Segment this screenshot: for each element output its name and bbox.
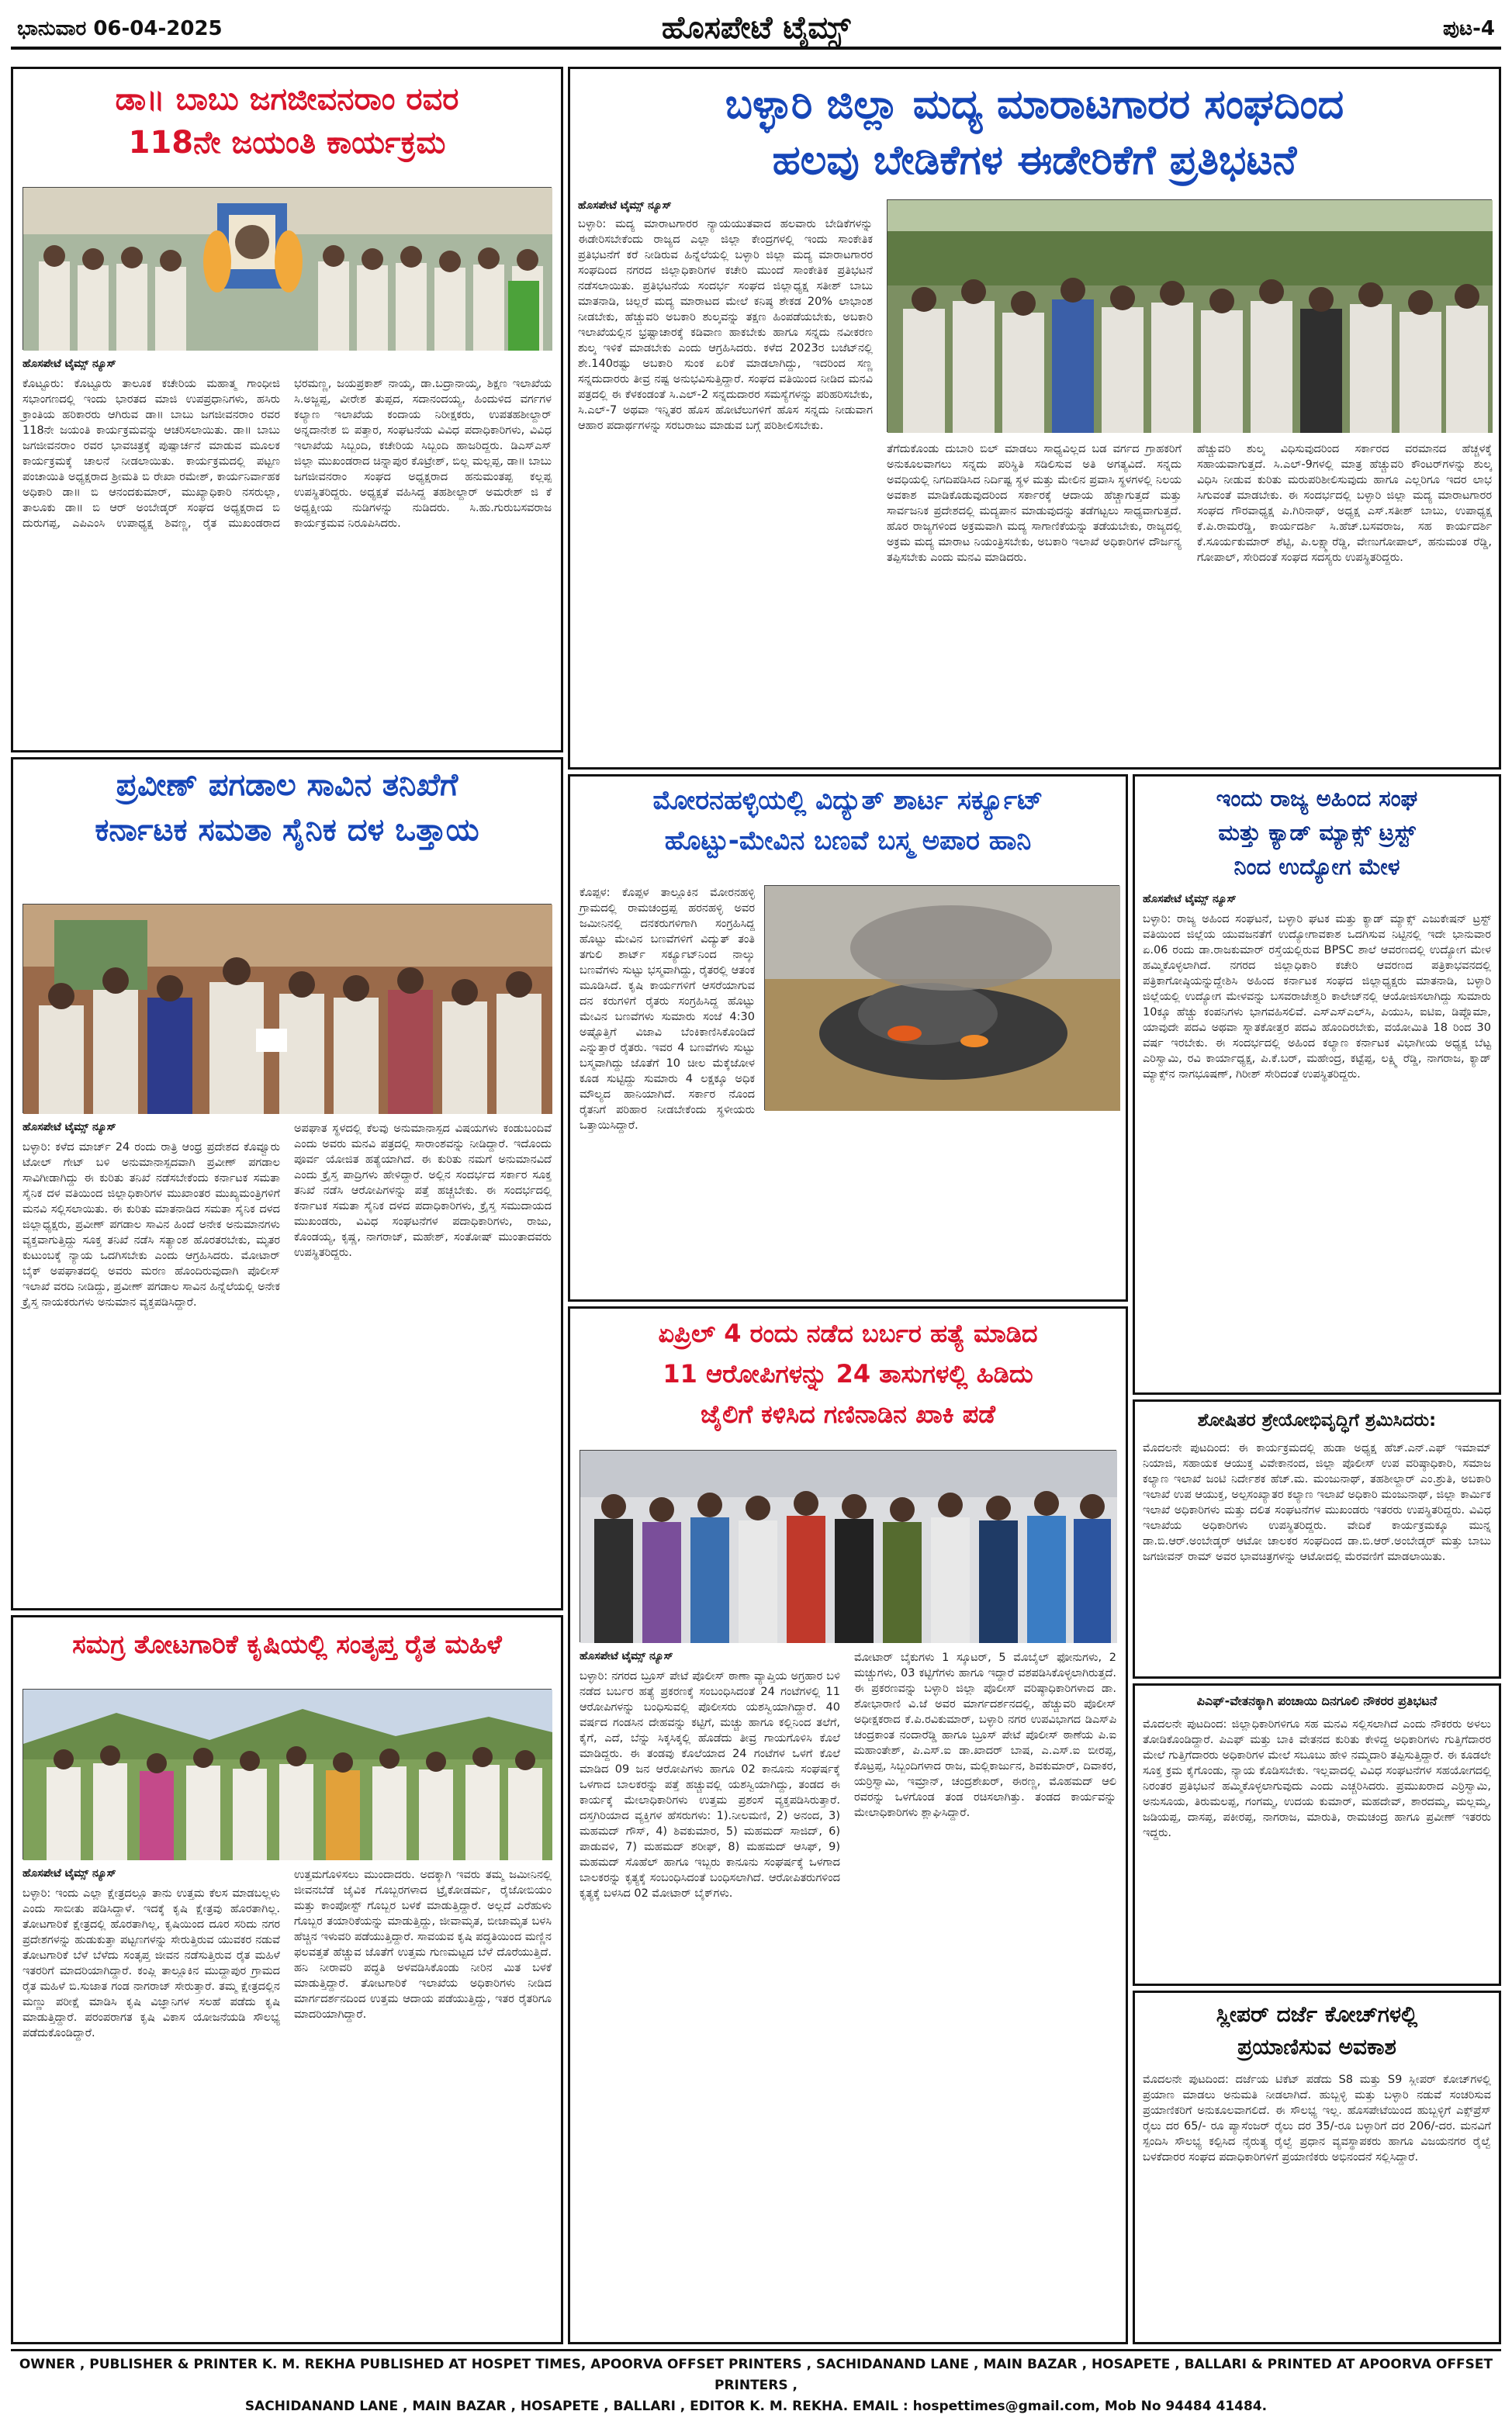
article-thotagarike [11, 1615, 563, 2344]
newspaper-title: ಹೊಸಪೇಟೆ ಟೈಮ್ಸ್ [661, 9, 851, 46]
imprint-line-2: SACHIDANAND LANE , MAIN BAZAR , HOSAPETE , BALLARI , EDITOR K. M. REKHA. EMAIL : hospettimes@gmail.com, Mob No 94484 41484. [244, 2399, 1268, 2415]
byline-hatya: ಹೊಸಪೇಟೆ ಟೈಮ್ಸ್ ನ್ಯೂಸ್ [580, 1650, 673, 1662]
body-bellary-col3: ಹೆಚ್ಚುವರಿ ಶುಲ್ಕ ವಿಧಿಸುವುದರಿಂದ ಸರ್ಕಾರದ ವರಮಾನದ ಹೆಚ್ಚಳಕ್ಕೆ ಸಹಾಯವಾಗುತ್ತದೆ. ಸಿ.ಎಲ್-9ಗಳಲ್ಲಿ ಮಾತ್ರ ಹೆಚ್ಚುವರಿ ಕೌಂಟರ್‌ಗಳನ್ನು ಶುಲ್ಕ ವಿಧಿಸಿ ನೀಡುವ ಕುರಿತು ಮರುಪರಿಶೀಲಿಸುವುದು ಹಾಗೂ ಎಲ್ಲರಿಗೂ ಇದರ ಲಾಭ ಸಿಗುವಂತೆ ಮಾಡಬೇಕು. ಈ ಸಂದರ್ಭದಲ್ಲಿ ಬಳ್ಳಾರಿ ಜಿಲ್ಲಾ ಮದ್ಯ ಮಾರಾಟಗಾರರ ಸಂಘದ ಗೌರವಾಧ್ಯಕ್ಷ ಪಿ.ಗಿರಿನಾಥ್, ಅಧ್ಯಕ್ಷ ಎಸ್.ಸತೀಶ್ ಬಾಬು, ಉಪಾಧ್ಯಕ್ಷ ಕೆ.ಪಿ.ರಾಮರೆಡ್ಡಿ, ಕಾರ್ಯದರ್ಶಿ ಸಿ.ಹೆಚ್.ಬಸವರಾಜ, ಸಹ ಕಾರ್ಯದರ್ಶಿ ಕೆ.ಸೂರ್ಯಕುಮಾರ್ ಶೆಟ್ಟಿ, ಪಿ.ಲಕ್ಷ್ಮಾರೆಡ್ಡಿ, ವೇಣುಗೋಪಾಲ್, ಹನುಮಂತ ರೆಡ್ಡಿ, ಗೋಪಾಲ್, ಸೇರಿದಂತೆ ಸಂಘದ ಸದಸ್ಯರು ಉಪಸ್ಥಿತರಿದ್ದರು. [1197, 443, 1492, 564]
body-hatya-col1: ಬಳ್ಳಾರಿ: ನಗರದ ಬ್ರೂಸ್ ಪೇಟೆ ಪೊಲೀಸ್ ಠಾಣಾ ವ್ಯಾಪ್ತಿಯ ಅಗ್ರಹಾರ ಬಳಿ ನಡೆದ ಬರ್ಬರ ಹತ್ಯೆ ಪ್ರಕರಣಕ್ಕೆ ಸಂಬಂಧಿಸಿದಂತೆ 24 ಗಂಟೆಗಳಲ್ಲಿ 11 ಆರೋಪಿಗಳನ್ನು ಬಂಧಿಸುವಲ್ಲಿ ಪೊಲೀಸರು ಯಶಸ್ವಿಯಾಗಿದ್ದಾರೆ. 40 ವರ್ಷದ ಗಂಡಸಿನ ದೇಹವನ್ನು ಕಟ್ಟಿಗೆ, ಮಚ್ಚು ಹಾಗೂ ಕಲ್ಲಿನಿಂದ ತಲೆಗೆ, ಕೈಗೆ, ಎದೆ, ಬೆನ್ನು ಸಿಕ್ಕಸಿಕ್ಕಲ್ಲಿ ಹೊಡೆದು ತೀವ್ರ ಗಾಯಗೊಳಿಸಿ ಕೊಲೆ ಮಾಡಿದ್ದರು. ಈ ತಂಡವು ಕೊಲೆಯಾದ 24 ಗಂಟೆಗಳ ಒಳಗೆ ಕೊಲೆ ಮಾಡಿದ 09 ಜನ ಆರೋಪಿಗಳು ಹಾಗೂ 02 ಕಾನೂನು ಸಂಘರ್ಷಕ್ಕೆ ಒಳಗಾದ ಬಾಲಕರನ್ನು ಪತ್ತೆ ಹಚ್ಚುವಲ್ಲಿ ಯಶಸ್ವಿಯಾಗಿದ್ದು, ತಂಡದ ಈ ಕಾರ್ಯಕ್ಕೆ ಮೇಲಾಧಿಕಾರಿಗಳು ಉತ್ತಮ ಪ್ರಶಂಸೆ ವ್ಯಕ್ತಪಡಿಸಿರುತ್ತಾರೆ. ದಸ್ತಗಿರಿಯಾದ ವ್ಯಕ್ತಿಗಳ ಹೆಸರುಗಳು: 1).ನೀಲಮಣಿ, 2) ಅನಂದ, 3) ಮಹಮದ್ ಗೌಸ್, 4) ಶಿವಕುಮಾರ, 5) ಮಹಮದ್ ಸಾಜಿದ್, 6) ಪಾಡುವಳಿ, 7) ಮಹಮದ್ ಶರೀಫ್, 8) ಮಹಮದ್ ಆಸಿಫ್, 9) ಮಹಮದ್ ಸೊಹೆಲ್ ಹಾಗೂ ಇಬ್ಬರು ಕಾನೂನು ಸಂಘರ್ಷಕ್ಕೆ ಒಳಗಾದ ಬಾಲಕರನ್ನು ಕೃತ್ಯಕ್ಕೆ ಸಂಬಂಧಿಸಿದಂತೆ ಬಂಧಿಸಲಾಗಿದೆ. ಆರೋಪಿತರುಗಳಿಂದ ಕೃತ್ಯಕ್ಕೆ ಬಳಸಿದ 02 ಮೋಟಾರ್ ಬೈಕ್‌ಗಳು. [580, 1670, 840, 1900]
body-sleeper: ಮೊದಲನೇ ಪುಟದಿಂದ: ದರ್ಜೆಯ ಟಿಕೆಟ್ ಪಡೆದು S8 ಮತ್ತು S9 ಸ್ಲೀಪರ್ ಕೋಚ್‌ಗಳಲ್ಲಿ ಪ್ರಯಾಣ ಮಾಡಲು ಅನುಮತಿ ನೀಡಲಾಗಿದೆ. ಹುಬ್ಬಳ್ಳಿ ಮತ್ತು ಬಳ್ಳಾರಿ ನಡುವೆ ಸಂಚರಿಸುವ ಪ್ರಯಾಣಿಕರಿಗೆ ಅನುಕೂಲವಾಗಲಿದೆ. ಈ ಸೌಲಭ್ಯ ಇಲ್ಲ. ಹೊಸಪೇಟೆಯಿಂದ ಹುಬ್ಬಳ್ಳಿಗೆ ಎಕ್ಸ್‌ಪ್ರೆಸ್ ರೈಲು ದರ 65/- ರೂ ಪ್ಯಾಸೆಂಜರ್ ರೈಲು ದರ 35/-ರೂ ಬಳ್ಳಾರಿಗೆ ದರ 206/-ದರ. ಮನವಿಗೆ ಸ್ಪಂದಿಸಿ ಸೌಲಭ್ಯ ಕಲ್ಪಿಸಿದ ನೈರುತ್ಯ ರೈಲ್ವೆ ಪ್ರಧಾನ ವ್ಯವಸ್ಥಾಪಕರು ಹಾಗೂ ವಿಜಯನಗರ ರೈಲ್ವೆ ಬಳಕೆದಾರರ ಸಂಘದ ಪದಾಧಿಕಾರಿಗಳಿಗೆ ಪ್ರಯಾಣಿಕರು ಅಭಿನಂದನೆ ಸಲ್ಲಿಸಿದ್ದಾರೆ. [1143, 2074, 1491, 2164]
headline-hatya-line1: ಏಪ್ರಿಲ್ 4 ರಂದು ನಡೆದ ಬರ್ಬರ ಹತ್ಯೆ ಮಾಡಿದ [658, 1319, 1038, 1348]
body-bellary-col1: ಬಳ್ಳಾರಿ: ಮದ್ಯ ಮಾರಾಟಗಾರರ ನ್ಯಾಯಯುತವಾದ ಹಲವಾರು ಬೇಡಿಕೆಗಳನ್ನು ಈಡೇರಿಸಬೇಕೆಂದು ರಾಜ್ಯದ ಎಲ್ಲಾ ಜಿಲ್ಲಾ ಕೇಂದ್ರಗಳಲ್ಲಿ ಇಂದು ಸಾಂಕೇತಿಕ ಪ್ರತಿಭಟನೆಗೆ ಕರೆ ನೀಡಿರುವ ಹಿನ್ನೆಲೆಯಲ್ಲಿ ಬಳ್ಳಾರಿ ಜಿಲ್ಲಾ ಮದ್ಯ ಮಾರಾಟಗಾರರ ಸಂಘದಿಂದ ನಗರದ ಜಿಲ್ಲಾಧಿಕಾರಿಗಳ ಕಚೇರಿ ಮುಂದೆ ಸಾಂಕೇತಿಕ ಪ್ರತಿಭಟನೆ ನಡೆಸಲಾಯಿತು. ಪ್ರತಿಭಟನೆಯ ಸಂದರ್ಭ ಸಂಘದ ಜಿಲ್ಲಾಧ್ಯಕ್ಷ ಸತೀಶ್ ಬಾಬು ಮಾತನಾಡಿ, ಚಿಲ್ಲರೆ ಮದ್ಯ ಮಾರಾಟದ ಮೇಲೆ ಕನಿಷ್ಠ ಶೇಕಡ 20% ಲಾಭಾಂಶ ನೀಡಬೇಕು, ಹೆಚ್ಚುವರಿ ಅಬಕಾರಿ ಶುಲ್ಕವನ್ನು ತಕ್ಷಣ ಹಿಂಪಡೆಯಬೇಕು, ಅಬಕಾರಿ ಇಲಾಖೆಯಲ್ಲಿನ ಭ್ರಷ್ಟಾಚಾರಕ್ಕೆ ಕಡಿವಾಣ ಹಾಕಬೇಕು ಹಾಗೂ ಸನ್ನದು ನವೀಕರಣ ಶುಲ್ಕ ಇಳಿಕೆ ಮಾಡಬೇಕು ಎಂದು ಆಗ್ರಹಿಸಿದರು. ಕಳೆದ 2023ರ ಬಜೆಟ್‌ನಲ್ಲಿ ಶೇ.140ರಷ್ಟು ಅಬಕಾರಿ ಸುಂಕ ಏರಿಕೆ ಮಾಡಲಾಗಿದ್ದು, ಇದರಿಂದ ಸಣ್ಣ ಸನ್ನದುದಾರರು ತೀವ್ರ ನಷ್ಟ ಅನುಭವಿಸುತ್ತಿದ್ದಾರೆ. ಸಂಘದ ವತಿಯಿಂದ ನೀಡಿದ ಮನವಿ ಪತ್ರದಲ್ಲಿ ಈ ಕೆಳಕಂಡಂತೆ ಸಿ.ಎಲ್-2 ಸನ್ನದುದಾರರ ಸಮಸ್ಯೆಗಳನ್ನು ಪರಿಹರಿಸಬೇಕು, ಸಿ.ಎಲ್-7 ಅಥವಾ ಇನ್ನಿತರ ಹೊಸ ಹೋಟೆಲುಗಳಿಗೆ ಹೊಸ ಸನ್ನದು ನೀಡುವಾಗ ಆಹಾರ ಪದಾರ್ಥಗಳನ್ನು ಸರಬರಾಜು ಮಾಡುವ ಬಗ್ಗೆ ಪರಿಶೀಲಿಸಬೇಕು. [578, 218, 873, 432]
byline-udyoga: ಹೊಸಪೇಟೆ ಟೈಮ್ಸ್ ನ್ಯೂಸ್ [1143, 893, 1237, 905]
headline-jayanthi-line1: ಡಾ॥ ಬಾಬು ಜಗಜೀವನರಾಂ ರವರ [115, 81, 459, 117]
photo-illustration [765, 886, 1120, 1111]
article-udyoga [1133, 774, 1501, 1395]
article-shoshitara [1133, 1399, 1501, 1679]
article-praveen [11, 757, 563, 1610]
photo-hatya-accused [580, 1450, 1116, 1642]
masthead [11, 8, 1501, 50]
photo-thotagarike-farm [22, 1689, 552, 1859]
headline-sleeper-line1: ಸ್ಲೀಪರ್ ದರ್ಜೆ ಕೋಚ್‌ಗಳಲ್ಲಿ [1216, 2001, 1418, 2027]
byline-bellary: ಹೊಸಪೇಟೆ ಟೈಮ್ಸ್ ನ್ಯೂಸ್ [578, 199, 672, 212]
body-moranahalli: ಕೊಪ್ಪಳ: ಕೊಪ್ಪಳ ತಾಲ್ಲೂಕಿನ ಮೋರನಹಳ್ಳಿ ಗ್ರಾಮದಲ್ಲಿ ರಾಮಚಂದ್ರಪ್ಪ ಹರನಹಳ್ಳಿ ಅವರ ಜಮೀನಿನಲ್ಲಿ ದನಕರುಗಳಿಗಾಗಿ ಸಂಗ್ರಹಿಸಿದ್ದ ಹೊಟ್ಟು ಮೇವಿನ ಬಣವೆಗಳಿಗೆ ವಿದ್ಯುತ್ ತಂತಿ ತಗುಲಿ ಶಾರ್ಟ್ ಸರ್ಕ್ಯೂಟ್‌ನಿಂದ ನಾಲ್ಕು ಬಣವೆಗಳು ಸುಟ್ಟು ಭಸ್ಮವಾಗಿದ್ದು, ರೈತರಲ್ಲಿ ಆತಂಕ ಮೂಡಿಸಿದೆ. ಕೃಷಿ ಕಾರ್ಯಗಳಿಗೆ ಆಸರೆಯಾಗುವ ದನ ಕರುಗಳಿಗೆ ರೈತರು ಸಂಗ್ರಹಿಸಿದ್ದ ಹೊಟ್ಟು ಮೇವಿನ ಬಣವೆಗಳು ಸುಮಾರು ಸಂಜೆ 4:30 ಅಷ್ಟೊತ್ತಿಗೆ ವಿಜಾವಿ ಬೆಂಕಿಕಾಣಿಸಿಕೊಂಡಿದೆ ಎನ್ನುತ್ತಾರೆ ರೈತರು. ಇವರ 4 ಬಣವೆಗಳು ಸುಟ್ಟು ಬಸ್ಮವಾಗಿದ್ದು ಜೊತೆಗೆ 10 ಚೀಲ ಮೆಕ್ಕೆಜೋಳ ಕೂಡ ಸುಟ್ಟಿದ್ದು ಸುಮಾರು 4 ಲಕ್ಷಕ್ಕೂ ಅಧಿಕ ಮೌಲ್ಯದ ಹಾನಿಯಾಗಿದೆ. ಸರ್ಕಾರ ನೊಂದ ರೈತನಿಗೆ ಪರಿಹಾರ ನೀಡಬೇಕೆಂದು ಸ್ಥಳೀಯರು ಒತ್ತಾಯಿಸಿದ್ದಾರೆ. [580, 887, 755, 1132]
issue-date: ಭಾನುವಾರ 06-04-2025 [17, 17, 223, 40]
imprint-footer [11, 2349, 1501, 2415]
headline-jayanthi-line2: 118ನೇ ಜಯಂತಿ ಕಾರ್ಯಕ್ರಮ [128, 125, 446, 161]
imprint-line-1: OWNER , PUBLISHER & PRINTER K. M. REKHA PUBLISHED AT HOSPET TIMES, APOORVA OFFSET PRINTERS , SACHIDANAND LANE , MAIN BAZAR , HOSAPETE , BALLARI & PRINTED AT APOORVA OFFSET PRINTERS , [19, 2357, 1493, 2394]
body-praveen-col2: ಅಪಘಾತ ಸ್ಥಳದಲ್ಲಿ ಕೆಲವು ಅನುಮಾನಾಸ್ಪದ ವಿಷಯಗಳು ಕಂಡುಬಂದಿವೆ ಎಂದು ಅವರು ಮನವಿ ಪತ್ರದಲ್ಲಿ ಸಾರಾಂಶವನ್ನು ನೀಡಿದ್ದಾರೆ. ಇದೊಂದು ಪೂರ್ವ ಯೋಜಿತ ಹತ್ಯೆಯಾಗಿದೆ. ಈ ಕುರಿತು ನಮಗೆ ಅನುಮಾನವಿದೆ ಎಂದು ಕ್ರೈಸ್ತ ಪಾದ್ರಿಗಳು ಹೇಳಿದ್ದಾರೆ. ಅಲ್ಲಿನ ಸಂದರ್ಭದ ಸರ್ಕಾರ ಸೂಕ್ತ ತನಿಖೆ ನಡೆಸಿ ಆರೋಪಿಗಳನ್ನು ಪತ್ತೆ ಹಚ್ಚಬೇಕು. ಈ ಸಂದರ್ಭದಲ್ಲಿ ಕರ್ನಾಟಕ ಸಮತಾ ಸೈನಿಕ ದಳದ ಪದಾಧಿಕಾರಿಗಳು, ಕ್ರೈಸ್ತ ಸಮುದಾಯದ ಮುಖಂಡರು, ವಿವಿಧ ಸಂಘಟನೆಗಳ ಪದಾಧಿಕಾರಿಗಳು, ರಾಜು, ಕೊಂಡಯ್ಯ, ಕೃಷ್ಣ, ನಾಗರಾಜ್, ಮಹೇಶ್, ಸಂತೋಷ್ ಮುಂತಾದವರು ಉಪಸ್ಥಿತರಿದ್ದರು. [294, 1123, 552, 1259]
article-jayanthi [11, 67, 563, 752]
article-moranahalli [568, 774, 1128, 1302]
body-thotagarike-col2: ಉತ್ತಮಗೊಳಿಸಲು ಮುಂದಾದರು. ಅದಕ್ಕಾಗಿ ಇವರು ತಮ್ಮ ಜಮೀನಿನಲ್ಲಿ ಜೀವನಬೆಡೆ ಜೈವಿಕ ಗೊಬ್ಬರಗಳಾದ ಟ್ರೈಕೋಡರ್ಮ, ರೈಜೋಬಿಯಂ ಮತ್ತು ಕಾಂಪೋಸ್ಟ್ ಗೊಬ್ಬರ ಬಳಕೆ ಮಾಡುತ್ತಿದ್ದಾರೆ. ಅಲ್ಲದೆ ಎರೆಹುಳು ಗೊಬ್ಬರ ತಯಾರಿಕೆಯನ್ನು ಮಾಡುತ್ತಿದ್ದು, ಜೀವಾಮೃತ, ಬೀಜಾಮೃತ ಬಳಸಿ ಹೆಚ್ಚಿನ ಇಳುವರಿ ಪಡೆಯುತ್ತಿದ್ದಾರೆ. ಸಾವಯವ ಕೃಷಿ ಪದ್ಧತಿಯಿಂದ ಮಣ್ಣಿನ ಫಲವತ್ತತೆ ಹೆಚ್ಚುವ ಜೊತೆಗೆ ಉತ್ತಮ ಗುಣಮಟ್ಟದ ಬೆಳೆ ದೊರೆಯುತ್ತಿದೆ. ಹನಿ ನೀರಾವರಿ ಪದ್ಧತಿ ಅಳವಡಿಸಿಕೊಂಡು ನೀರಿನ ಮಿತ ಬಳಕೆ ಮಾಡುತ್ತಿದ್ದಾರೆ. ತೋಟಗಾರಿಕೆ ಇಲಾಖೆಯ ಅಧಿಕಾರಿಗಳು ನೀಡಿದ ಮಾರ್ಗದರ್ಶನದಿಂದ ಉತ್ತಮ ಆದಾಯ ಪಡೆಯುತ್ತಿದ್ದು, ಇತರ ರೈತರಿಗೂ ಮಾದರಿಯಾಗಿದ್ದಾರೆ. [294, 1869, 552, 2021]
article-hatya [568, 1306, 1128, 2344]
photo-jayanthi-event [22, 187, 552, 350]
headline-sleeper-line2: ಪ್ರಯಾಣಿಸುವ ಅವಕಾಶ [1237, 2034, 1396, 2060]
headline-udyoga-line3: ನಿಂದ ಉದ್ಯೋಗ ಮೇಳ [1233, 853, 1400, 880]
body-hatya-col2: ಮೋಟಾರ್ ಬೈಕುಗಳು 1 ಸ್ಕೂಟರ್, 5 ಮೊಬೈಲ್ ಫೋನುಗಳು, 2 ಮಚ್ಚುಗಳು, 03 ಕಟ್ಟಿಗೆಗಳು ಹಾಗೂ ಇದ್ದಾರೆ ವಶಪಡಿಸಿಕೊಳ್ಳಲಾಗಿರುತ್ತದೆ. ಈ ಪ್ರಕರಣವನ್ನು ಬಳ್ಳಾರಿ ಜಿಲ್ಲಾ ಪೊಲೀಸ್ ವರಿಷ್ಠಾಧಿಕಾರಿಗಳಾದ ಡಾ. ಶೋಭಾರಾಣಿ ವಿ.ಜೆ ಅವರ ಮಾರ್ಗದರ್ಶನದಲ್ಲಿ, ಹೆಚ್ಚುವರಿ ಪೊಲೀಸ್ ಅಧೀಕ್ಷಕರಾದ ಕೆ.ಪಿ.ರವಿಕುಮಾರ್, ಬಳ್ಳಾರಿ ನಗರ ಉಪವಿಭಾಗದ ಡಿಎಸ್‌ಪಿ ಚಂದ್ರಕಾಂತ ನಂದಾರೆಡ್ಡಿ ಹಾಗೂ ಬ್ರೂಸ್ ಪೇಟೆ ಪೊಲೀಸ್ ಠಾಣೆಯ ಪಿ.ಐ ಮಹಾಂತೇಶ್, ಪಿ.ಎಸ್.ಐ ಡಾ.ಖಾದರ್ ಬಾಷ, ಎ.ಎಸ್.ಐ ಬೀರಪ್ಪ, ಕೊಟ್ರಪ್ಪ, ಸಿಬ್ಬಂದಿಗಳಾದ ರಾಜ, ಮಲ್ಲಿಕಾರ್ಜುನ, ಶಿವಕುಮಾರ್, ದಿವಾಕರ, ಯರ್ರಿಸ್ವಾಮಿ, ಇಮ್ರಾನ್, ಚಂದ್ರಶೇಖರ್, ಈರಣ್ಣ, ಮೊಹಮದ್ ಆಲಿ ರವರನ್ನು ಒಳಗೊಂಡ ತಂಡ ರಚಿಸಲಾಗಿತ್ತು. ತಂಡದ ಕಾರ್ಯವನ್ನು ಮೇಲಾಧಿಕಾರಿಗಳು ಶ್ಲಾಘಿಸಿದ್ದಾರೆ. [854, 1652, 1116, 1819]
article-pf [1133, 1683, 1501, 1986]
byline-thotagarike: ಹೊಸಪೇಟೆ ಟೈಮ್ಸ್ ನ್ಯೂಸ್ [22, 1867, 116, 1880]
body-thotagarike-col1: ಬಳ್ಳಾರಿ: ಇಂದು ಎಲ್ಲಾ ಕ್ಷೇತ್ರದಲ್ಲೂ ತಾನು ಉತ್ತಮ ಕೆಲಸ ಮಾಡಬಲ್ಲಳು ಎಂದು ಸಾಬೀತು ಪಡಿಸಿದ್ದಾಳೆ. ಇದಕ್ಕೆ ಕೃಷಿ ಕ್ಷೇತ್ರವು ಹೊರತಾಗಿಲ್ಲ. ತೋಟಗಾರಿಕೆ ಕ್ಷೇತ್ರದಲ್ಲಿ ಹೊರತಾಗಿಲ್ಲ, ಕೃಷಿಯಿಂದ ದೂರ ಸರಿದು ನಗರ ಪ್ರದೇಶಗಳನ್ನು ಹುಡುಕುತ್ತಾ ಪಟ್ಟಣಗಳನ್ನು ಸೇರುತ್ತಿರುವ ಯುವಕರ ನಡುವೆ ತೋಟಗಾರಿಕೆ ಬೆಳೆ ಬೆಳೆದು ಸಂತೃಪ್ತ ಜೀವನ ನಡೆಸುತ್ತಿರುವ ರೈತ ಮಹಿಳೆ ಇತರರಿಗೆ ಮಾದರಿಯಾಗಿದ್ದಾರೆ. ಕಂಪ್ಲಿ ತಾಲ್ಲೂಕಿನ ಮುದ್ದಾಪುರ ಗ್ರಾಮದ ರೈತ ಮಹಿಳೆ ಬಿ.ಸುಜಾತ ಗಂಡ ನಾಗರಾಜ್ ಸೇರುತ್ತಾರೆ. ತಮ್ಮ ಕ್ಷೇತ್ರದಲ್ಲಿನ ಮಣ್ಣು ಪರೀಕ್ಷೆ ಮಾಡಿಸಿ ಕೃಷಿ ವಿಜ್ಞಾನಿಗಳ ಸಲಹೆ ಪಡೆದು ಕೃಷಿ ಮಾಡುತ್ತಿದ್ದಾರೆ. ಪರಂಪರಾಗತ ಕೃಷಿ ವಿಕಾಸ ಯೋಜನೆಯಡಿ ಸೌಲಭ್ಯ ಪಡೆದುಕೊಂಡಿದ್ದಾರೆ. [22, 1887, 280, 2039]
body-praveen-col1: ಬಳ್ಳಾರಿ: ಕಳೆದ ಮಾರ್ಚ್ 24 ರಂದು ರಾತ್ರಿ ಆಂಧ್ರ ಪ್ರದೇಶದ ಕೊವ್ವೂರು ಟೋಲ್ ಗೇಟ್ ಬಳಿ ಅನುಮಾನಾಸ್ಪದವಾಗಿ ಪ್ರವೀಣ್ ಪಗಡಾಲ ಸಾವಿಗೀಡಾಗಿದ್ದು ಈ ಕುರಿತು ತನಿಖೆ ನಡೆಸಬೇಕೆಂದು ಕರ್ನಾಟಕ ಸಮತಾ ಸೈನಿಕ ದಳ ವತಿಯಿಂದ ಜಿಲ್ಲಾಧಿಕಾರಿಗಳ ಮುಖಾಂತರ ಮುಖ್ಯಮಂತ್ರಿಗಳಿಗೆ ಮನವಿ ಸಲ್ಲಿಸಲಾಯಿತು. ಈ ಕುರಿತು ಮಾತನಾಡಿದ ಸಮತಾ ಸೈನಿಕ ದಳದ ಜಿಲ್ಲಾಧ್ಯಕ್ಷರು, ಪ್ರವೀಣ್ ಪಗಡಾಲ ಸಾವಿನ ಹಿಂದೆ ಅನೇಕ ಅನುಮಾನಗಳು ವ್ಯಕ್ತವಾಗುತ್ತಿದ್ದು ಸೂಕ್ತ ತನಿಖೆ ನಡೆಸಿ ಸತ್ಯಾಂಶ ಹೊರತರಬೇಕು, ಮೃತರ ಕುಟುಂಬಕ್ಕೆ ನ್ಯಾಯ ಒದಗಿಸಬೇಕು ಎಂದು ಆಗ್ರಹಿಸಿದರು. ಮೋಟಾರ್ ಬೈಕ್ ಅಪಘಾತದಲ್ಲಿ ಅವರು ಮರಣ ಹೊಂದಿರುವುದಾಗಿ ಪೊಲೀಸ್ ಇಲಾಖೆ ವರದಿ ನೀಡಿದ್ದು, ಪ್ರವೀಣ್ ಪಗಡಾಲ ಸಾವಿನ ಹಿನ್ನೆಲೆಯಲ್ಲಿ ಅನೇಕ ಕ್ರೈಸ್ತ ನಾಯಕರುಗಳು ಅನುಮಾನ ವ್ಯಕ್ತಪಡಿಸಿದ್ದಾರೆ. [22, 1141, 280, 1309]
byline-jayanthi: ಹೊಸಪೇಟೆ ಟೈಮ್ಸ್ ನ್ಯೂಸ್ [22, 358, 116, 370]
photo-illustration [580, 1451, 1117, 1643]
body-jayanthi: ಕೊಟ್ಟೂರು: ಕೊಟ್ಟೂರು ತಾಲೂಕ ಕಚೇರಿಯ ಮಹಾತ್ಮ ಗಾಂಧೀಜಿ ಸಭಾಂಗಣದಲ್ಲಿ ಇಂದು ಭಾರತದ ಮಾಜಿ ಉಪಪ್ರಧಾನಿಗಳು, ಹಸಿರು ಕ್ರಾಂತಿಯ ಹರಿಕಾರರು ಆಗಿರುವ ಡಾ॥ ಬಾಬು ಜಗಜೀವನರಾಂ ರವರ 118ನೇ ಜಯಂತಿ ಕಾರ್ಯಕ್ರಮವನ್ನು ಆಚರಿಸಲಾಯಿತು. ಡಾ॥ ಬಾಬು ಜಗಜೀವನರಾಂ ರವರ ಭಾವಚಿತ್ರಕ್ಕೆ ಪುಷ್ಪಾರ್ಚನೆ ಮಾಡುವ ಮೂಲಕ ಕಾರ್ಯಕ್ರಮಕ್ಕೆ ಚಾಲನೆ ನೀಡಲಾಯಿತು. ಕಾರ್ಯಕ್ರಮದಲ್ಲಿ ಪಟ್ಟಣ ಪಂಚಾಯಿತಿ ಅಧ್ಯಕ್ಷರಾದ ಶ್ರೀಮತಿ ಬಿ ರೇಖಾ ರಮೇಶ್, ಕಾರ್ಯನಿರ್ವಾಹಕ ಅಧಿಕಾರಿ ಡಾ॥ ಬಿ ಆನಂದಕುಮಾರ್, ಮುಖ್ಯಾಧಿಕಾರಿ ನಸರುಲ್ಲಾ, ತಾಲೂಕು ಡಾ॥ ಬಿ ಆರ್ ಅಂಬೇಡ್ಕರ್ ಸಂಘದ ಅಧ್ಯಕ್ಷರಾದ ಬಿ ದುರುಗಪ್ಪ, ಎಪಿಎಂಸಿ ಉಪಾಧ್ಯಕ್ಷ ಶಿವಣ್ಣ, ರೈತ ಮುಖಂಡರಾದ ಭರಮಣ್ಣ, ಜಯಪ್ರಕಾಶ್ ನಾಯ್ಕ, ಡಾ.ಬದ್ರಾನಾಯ್ಕ, ಶಿಕ್ಷಣ ಇಲಾಖೆಯ ಸಿ.ಅಜ್ಜಪ್ಪ, ವೀರೇಶ ತುಪ್ಪದ, ಸದಾನಂದಯ್ಯ, ಹಿಂದುಳಿದ ವರ್ಗಗಳ ಕಲ್ಯಾಣ ಇಲಾಖೆಯ ಕಂದಾಯ ನಿರೀಕ್ಷಕರು, ಉಪತಹಶೀಲ್ದಾರ್ ಅನ್ನದಾನೇಶ ಬಿ ಪತ್ತಾರ, ಸಂಘಟನೆಯ ವಿವಿಧ ಪದಾಧಿಕಾರಿಗಳು, ವಿವಿಧ ಇಲಾಖೆಯ ಸಿಬ್ಬಂದಿ, ಕಚೇರಿಯ ಸಿಬ್ಬಂದಿ ಹಾಜರಿದ್ದರು. ಡಿಎಸ್ಎಸ್ ಜಿಲ್ಲಾ ಮುಖಂಡರಾದ ಚಿನ್ನಾಪುರ ಕೊಟ್ರೇಶ್, ಬಿಲ್ಲ ಮಲ್ಲಪ್ಪ, ಡಾ॥ ಬಾಬು ಜಗಜೀವನರಾಂ ಸಂಘದ ಅಧ್ಯಕ್ಷರಾದ ಹನುಮಂತಪ್ಪ ಕಲ್ಲಪ್ಪ ಉಪಸ್ಥಿತರಿದ್ದರು. ಅಧ್ಯಕ್ಷತೆ ವಹಿಸಿದ್ದ ತಹಶೀಲ್ದಾರ್ ಅಮರೇಶ್ ಜಿ ಕೆ ಅಧ್ಯಕ್ಷೀಯ ನುಡಿಗಳನ್ನು ನುಡಿದರು. ಸಿ.ಹು.ಗುರುಬಸವರಾಜ ಕಾರ್ಯಕ್ರಮವ ನಿರೂಪಿಸಿದರು. [22, 378, 552, 530]
body-pf: ಮೊದಲನೇ ಪುಟದಿಂದ: ಜಿಲ್ಲಾಧಿಕಾರಿಗಳಿಗೂ ಸಹ ಮನವಿ ಸಲ್ಲಿಸಲಾಗಿದೆ ಎಂದು ನೌಕರರು ಅಳಲು ತೋಡಿಕೊಂಡಿದ್ದಾರೆ. ಪಿಎಫ್ ಮತ್ತು ಬಾಕಿ ವೇತನದ ಕುರಿತು ಕೇಳಿದ್ದ ಅಧಿಕಾರಿಗಳು ಗುತ್ತಿಗೆದಾರರ ಮೇಲೆ ಗುತ್ತಿಗೆದಾರರು ಅಧಿಕಾರಿಗಳ ಮೇಲೆ ಸಬೂಬು ಹೇಳಿ ನಮ್ಮದಾರಿ ತಪ್ಪಿಸುತ್ತಿದ್ದಾರೆ. ಈ ಕೂಡಲೇ ಸೂಕ್ತ ಕ್ರಮ ಕೈಗೊಂಡು, ನ್ಯಾಯ ಕೊಡಿಸಬೇಕು. ಇಲ್ಲವಾದಲ್ಲಿ ವಿವಿಧ ಸಂಘಟನೆಗಳ ಸಹಯೋಗದಲ್ಲಿ ನಿರಂತರ ಪ್ರತಿಭಟನೆ ಹಮ್ಮಿಕೊಳ್ಳಲಾಗುವುದು ಎಂದು ಎಚ್ಚರಿಸಿದರು. ಪ್ರಮುಖರಾದ ಎರ್ರಿಸ್ವಾಮಿ, ಅನುಸೂಯ, ತಿರುಮಲಪ್ಪ, ಗಂಗಮ್ಮ, ಉದಯ ಕುಮಾರ್, ಮಹದೇವ್, ಶಾರದಮ್ಮ, ಮಲ್ಲಮ್ಮ, ಜಡಿಯಪ್ಪ, ದಾಸಪ್ಪ, ಪಕೀರಪ್ಪ, ನಾಗರಾಜ, ಮಾರುತಿ, ರಾಮಚಂದ್ರ ಹಾಗೂ ಪ್ರವೀಣ್ ಇತರರು ಇದ್ದರು. [1143, 1718, 1491, 1839]
article-bellary [568, 67, 1501, 770]
headline-shoshitara: ಶೋಷಿತರ ಶ್ರೇಯೋಭಿವೃದ್ಧಿಗೆ ಶ್ರಮಿಸಿದರು: [1197, 1410, 1437, 1430]
page-number: ಪುಟ-4 [1442, 17, 1495, 40]
photo-moranahalli-fire [764, 885, 1119, 1110]
article-sleeper [1133, 1991, 1501, 2344]
photo-illustration [23, 905, 552, 1114]
headline-thotagarike: ಸಮಗ್ರ ತೋಟಗಾರಿಕೆ ಕೃಷಿಯಲ್ಲಿ ಸಂತೃಪ್ತ ರೈತ ಮಹಿಳೆ [72, 1629, 502, 1659]
photo-bellary-protest [887, 199, 1492, 432]
photo-illustration [23, 188, 552, 351]
headline-hatya-line2: 11 ಆರೋಪಿಗಳನ್ನು 24 ತಾಸುಗಳಲ್ಲಿ ಹಿಡಿದು [663, 1359, 1033, 1389]
body-bellary-col2: ತೆಗೆದುಕೊಂಡು ದುಬಾರಿ ಬಿಲ್ ಮಾಡಲು ಸಾಧ್ಯವಿಲ್ಲದ ಬಡ ವರ್ಗದ ಗ್ರಾಹಕರಿಗೆ ಅನುಕೂಲವಾಗಲು ಸನ್ನದು ಪರಿಸ್ಥಿತಿ ಸಡಿಲಿಸುವ ಅತಿ ಅಗತ್ಯವಿದೆ. ಸನ್ನದು ಅವಧಿಯಲ್ಲಿ ನಿಗದಿಪಡಿಸಿದ ನಿರ್ದಿಷ್ಟ ಸ್ಥಳ ಮತ್ತು ಮೇಲಿನ ಪ್ರವಾಸಿ ಸ್ಥಳಗಳಲ್ಲಿ ನಿಲಯ ಅವಕಾಶ ಮಾಡಿಕೊಡುವುದರಿಂದ ಸರ್ಕಾರಕ್ಕೆ ಆದಾಯ ಹೆಚ್ಚಾಗುತ್ತದೆ ಮತ್ತು ಸಾರ್ವಜನಿಕ ಪ್ರದೇಶದಲ್ಲಿ ಮದ್ಯಪಾನ ಮಾಡುವುದನ್ನು ತಡೆಗಟ್ಟಲು ಸಾಧ್ಯವಾಗುತ್ತದೆ. ಹೊರ ರಾಜ್ಯಗಳಿಂದ ಅಕ್ರಮವಾಗಿ ಮದ್ಯ ಸಾಗಾಣಿಕೆಯನ್ನು ತಡೆಯಬೇಕು, ರಾಜ್ಯದಲ್ಲಿ ಅಕ್ರಮ ಮದ್ಯ ಮಾರಾಟ ನಿಯಂತ್ರಿಸಬೇಕು, ಅಬಕಾರಿ ಇಲಾಖೆ ಅಧಿಕಾರಿಗಳ ದೌರ್ಜನ್ಯ ತಪ್ಪಿಸಬೇಕು ಎಂದು ಮನವಿ ಮಾಡಿದರು. [887, 443, 1182, 564]
headline-pf: ಪಿಎಫ್-ವೇತನಕ್ಕಾಗಿ ಪಂಚಾಯಿ ದಿನಗೂಲಿ ನೌಕರರ ಪ್ರತಿಭಟನೆ [1196, 1693, 1438, 1708]
body-udyoga: ಬಳ್ಳಾರಿ: ರಾಜ್ಯ ಅಹಿಂದ ಸಂಘಟನೆ, ಬಳ್ಳಾರಿ ಘಟಕ ಮತ್ತು ಕ್ಯಾಡ್ ಮ್ಯಾಕ್ಸ್ ಎಜುಕೇಷನ್ ಟ್ರಸ್ಟ್ ವತಿಯಿಂದ ಜಿಲ್ಲೆಯ ಯುವಜನತೆಗೆ ಉದ್ಯೋಗಾವಕಾಶ ಒದಗಿಸುವ ನಿಟ್ಟಿನಲ್ಲಿ ಇದೇ ಭಾನುವಾರ ಏ.06 ರಂದು ಡಾ.ರಾಜಕುಮಾರ್ ರಸ್ತೆಯಲ್ಲಿರುವ BPSC ಶಾಲೆ ಆವರಣದಲ್ಲಿ ಉದ್ಯೋಗ ಮೇಳ ಹಮ್ಮಿಕೊಳ್ಳಲಾಗಿದೆ. ನಗರದ ಜಿಲ್ಲಾಧಿಕಾರಿ ಕಚೇರಿ ಆವರಣದ ಪತ್ರಿಕಾಭವನದಲ್ಲಿ ಪತ್ರಿಕಾಗೋಷ್ಠಿಯನ್ನುದ್ದೇಶಿಸಿ ಅಹಿಂದ ಕರ್ನಾಟಕ ಸಂಘದ ಜಿಲ್ಲಾಧ್ಯಕ್ಷರು ಮಾತನಾಡಿ, ಬಳ್ಳಾರಿ ಜಿಲ್ಲೆಯಲ್ಲಿ ಉದ್ಯೋಗ ಮೇಳವನ್ನು ಬಸವರಾಜೇಶ್ವರಿ ಕಾಲೇಜ್‌ನಲ್ಲಿ ಆಯೋಜಿಸಲಾಗಿದ್ದು ಸುಮಾರು 10ಕ್ಕೂ ಹೆಚ್ಚು ಕಂಪನಿಗಳು ಭಾಗವಹಿಸಲಿವೆ. ಎಸ್ಎಸ್ಎಲ್‌ಸಿ, ಪಿಯುಸಿ, ಐಟಿಐ, ಡಿಪ್ಲೊಮಾ, ಯಾವುದೇ ಪದವಿ ಅಥವಾ ಸ್ನಾತಕೋತ್ತರ ಪದವಿ ಹೊಂದಿರಬೇಕು, ವಯೋಮಿತಿ 18 ರಿಂದ 30 ವರ್ಷ ಇರಬೇಕು. ಈ ಸಂದರ್ಭದಲ್ಲಿ ಅಹಿಂದ ಕಲ್ಯಾಣ ಕರ್ನಾಟಕ ವಿಭಾಗೀಯ ಅಧ್ಯಕ್ಷ ಬೆಟ್ಟ ಎರಿಸ್ವಾಮಿ, ರವಿ ಕಾರ್ಯಾಧ್ಯಕ್ಷ, ಪಿ.ಕೆ.ಬರ್, ಮಹೇಂದ್ರ, ಕಟ್ಟೆಪ್ಪ, ಲಕ್ಷ್ಮಿ ರೆಡ್ಡಿ, ನಾಗರಾಜ, ಕ್ಯಾಡ್ ಮ್ಯಾಕ್ಸ್‌ನ ನಾಗಭೂಷಣ್, ಗಿರೀಶ್ ಸೇರಿದಂತೆ ಉಪಸ್ಥಿತರಿದ್ದರು. [1143, 913, 1491, 1081]
photo-praveen-memorandum [22, 904, 552, 1113]
headline-praveen-line2: ಕರ್ನಾಟಕ ಸಮತಾ ಸೈನಿಕ ದಳ ಒತ್ತಾಯ [95, 812, 479, 848]
headline-hatya-line3: ಜೈಲಿಗೆ ಕಳಿಸಿದ ಗಣಿನಾಡಿನ ಖಾಕಿ ಪಡೆ [701, 1399, 995, 1429]
byline-praveen: ಹೊಸಪೇಟೆ ಟೈಮ್ಸ್ ನ್ಯೂಸ್ [22, 1121, 116, 1133]
headline-moranahalli-line1: ಮೋರನಹಳ್ಳಿಯಲ್ಲಿ ವಿದ್ಯುತ್ ಶಾರ್ಟ ಸರ್ಕ್ಯೂಟ್ [652, 785, 1043, 816]
photo-illustration [887, 200, 1493, 433]
headline-udyoga-line1: ಇಂದು ರಾಜ್ಯ ಅಹಿಂದ ಸಂಘ [1216, 785, 1418, 811]
headline-bellary-line2: ಹಲವು ಬೇಡಿಕೆಗಳ ಈಡೇರಿಕೆಗೆ ಪ್ರತಿಭಟನೆ [772, 137, 1297, 184]
headline-moranahalli-line2: ಹೊಟ್ಟು-ಮೇವಿನ ಬಣವೆ ಬಸ್ಮ ಅಪಾರ ಹಾನಿ [664, 825, 1032, 856]
photo-illustration [23, 1690, 552, 1860]
headline-bellary-line1: ಬಳ್ಳಾರಿ ಜಿಲ್ಲಾ ಮದ್ಯ ಮಾರಾಟಗಾರರ ಸಂಘದಿಂದ [725, 81, 1344, 128]
headline-praveen-line1: ಪ್ರವೀಣ್ ಪಗಡಾಲ ಸಾವಿನ ತನಿಖೆಗೆ [116, 767, 458, 803]
body-shoshitara: ಮೊದಲನೇ ಪುಟದಿಂದ: ಈ ಕಾರ್ಯಕ್ರಮದಲ್ಲಿ ಹುಡಾ ಅಧ್ಯಕ್ಷ ಹೆಚ್.ಎನ್.ಎಫ್ ಇಮಾಮ್ ನಿಯಾಜಿ, ಸಹಾಯಕ ಆಯುಕ್ತ ವಿವೇಕಾನಂದ, ಜಿಲ್ಲಾ ಪೊಲೀಸ್ ಉಪ ವರಿಷ್ಠಾಧಿಕಾರಿ, ಸಮಾಜ ಕಲ್ಯಾಣ ಇಲಾಖೆ ಜಂಟಿ ನಿರ್ದೇಶಕ ಹೆಚ್.ಮ. ಮಂಜುನಾಥ್, ತಹಶೀಲ್ದಾರ್ ಎಂ.ಶ್ರುತಿ, ಅಬಕಾರಿ ಇಲಾಖೆ ಉಪ ಆಯುಕ್ತ, ಅಲ್ಪಸಂಖ್ಯಾತರ ಕಲ್ಯಾಣ ಇಲಾಖೆ ಅಧಿಕಾರಿ ಮಂಜುನಾಥ್, ಜಿಲ್ಲಾ ಕಾರ್ಮಿಕ ಇಲಾಖೆ ಅಧಿಕಾರಿಗಳು ಮತ್ತು ದಲಿತ ಸಂಘಟನೆಗಳ ಮುಖಂಡರು ಇತರರು ಉಪಸ್ಥಿತರಿದ್ದರು. ವಿವಿಧ ಇಲಾಖೆಯ ಅಧಿಕಾರಿಗಳು ಉಪಸ್ಥಿತರಿದ್ದರು. ವೇದಿಕೆ ಕಾರ್ಯಕ್ರಮಕ್ಕೂ ಮುನ್ನ ಡಾ.ಬಿ.ಆರ್.ಅಂಬೇಡ್ಕರ್ ಆಟೋ ಚಾಲಕರ ಸಂಘದಿಂದ ಡಾ.ಬಿ.ಆರ್.ಅಂಬೇಡ್ಕರ್ ಮತ್ತು ಬಾಬು ಜಗಜೀವನ್ ರಾಮ್ ಅವರ ಭಾವಚಿತ್ರಗಳನ್ನು ಆಟೋದಲ್ಲಿ ಮೆರವಣಿಗೆ ಮಾಡಲಾಯಿತು. [1143, 1442, 1491, 1563]
headline-udyoga-line2: ಮತ್ತು ಕ್ಯಾಡ್ ಮ್ಯಾಕ್ಸ್ ಟ್ರಸ್ಟ್ [1218, 819, 1416, 846]
